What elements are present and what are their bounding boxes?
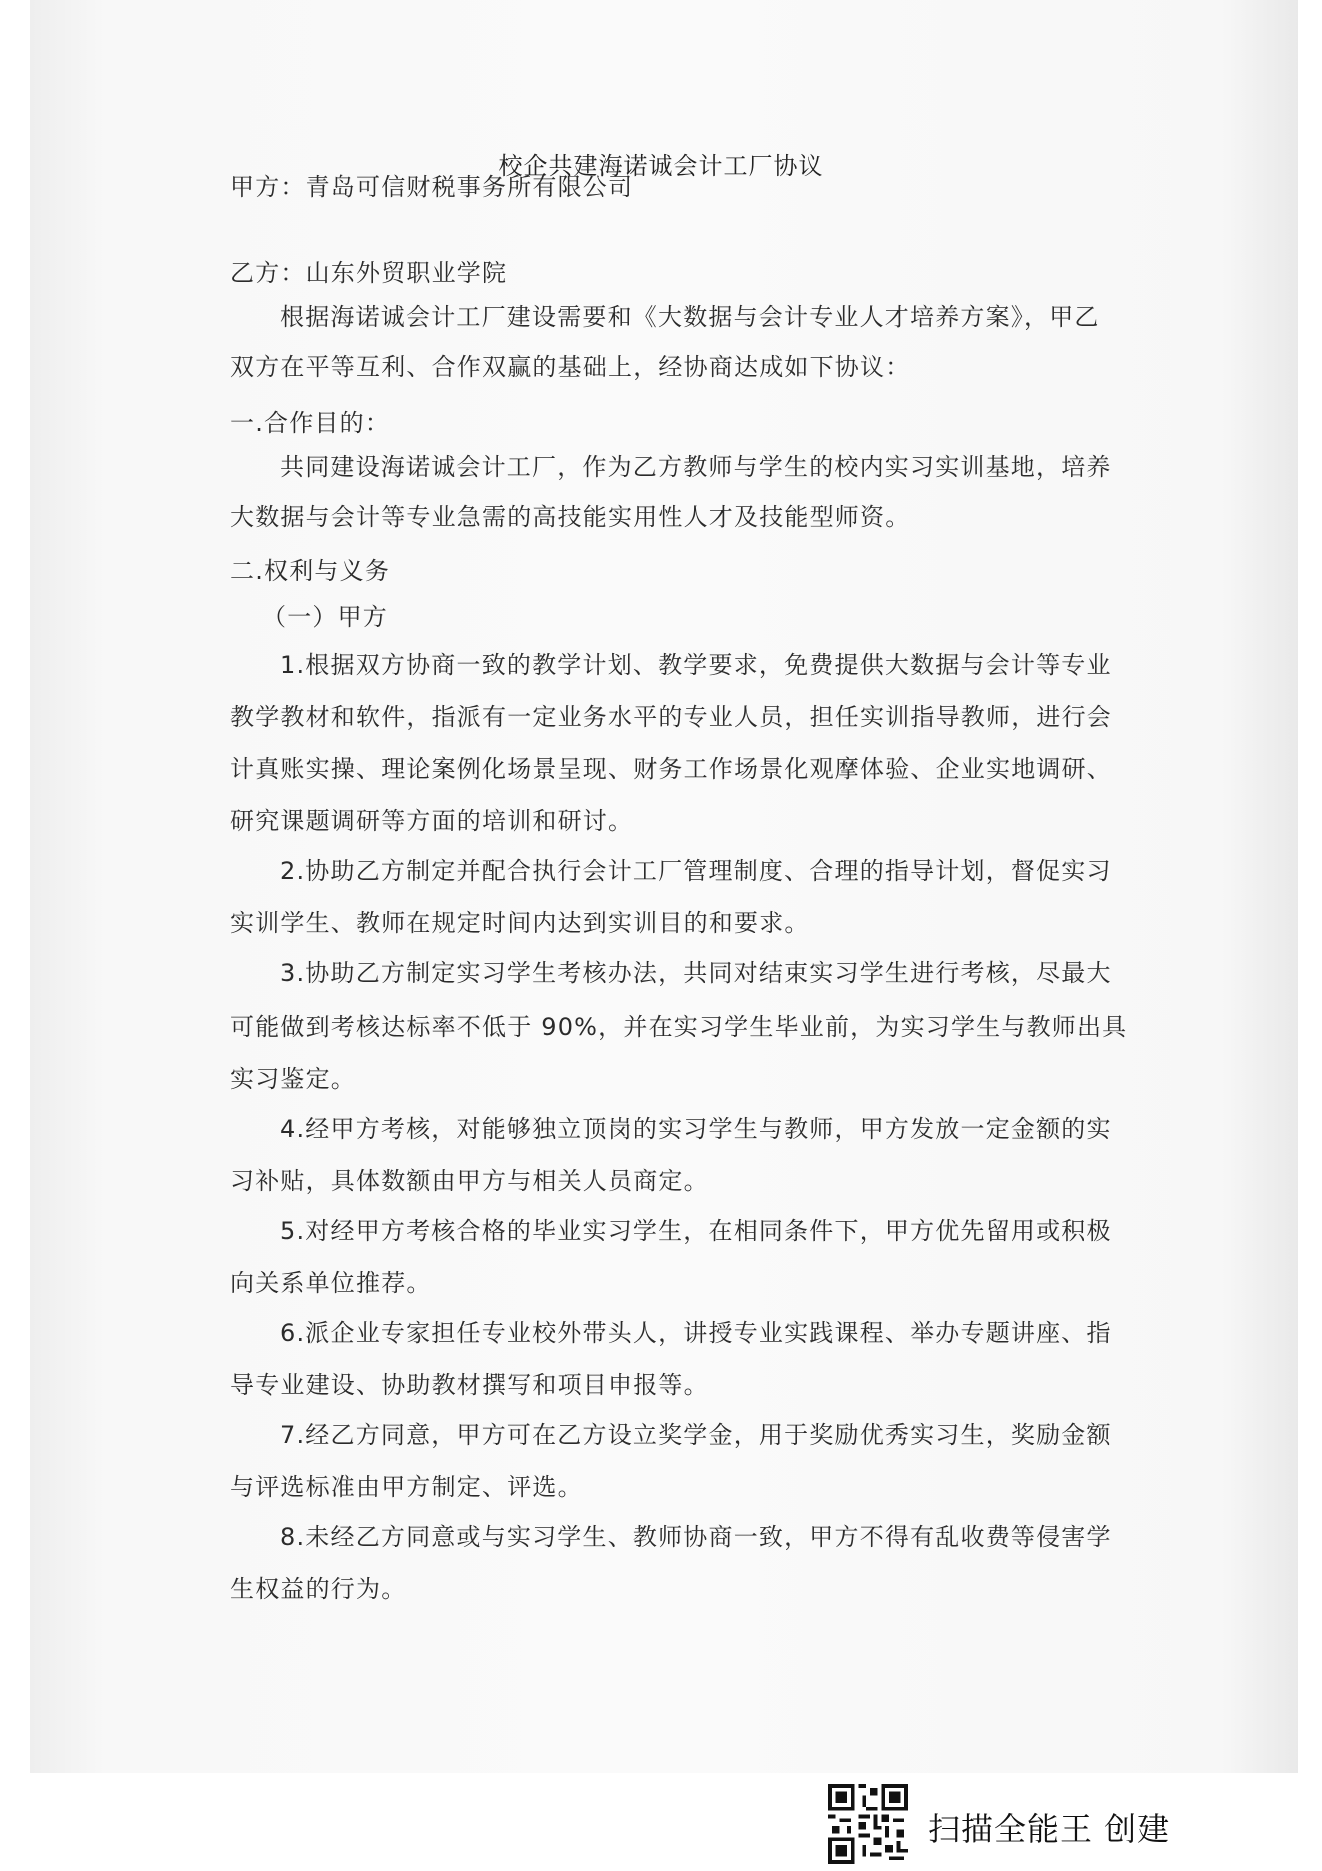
clause-line: 5.对经甲方考核合格的毕业实习学生，在相同条件下，甲方优先留用或积极 bbox=[280, 1217, 1112, 1245]
clause-line: 教学教材和软件，指派有一定业务水平的专业人员，担任实训指导教师，进行会 bbox=[230, 703, 1112, 731]
clause-line: 6.派企业专家担任专业校外带头人，讲授专业实践课程、举办专题讲座、指 bbox=[280, 1319, 1112, 1347]
party-b: 乙方：山东外贸职业学院 bbox=[230, 259, 508, 287]
section-heading: 一.合作目的： bbox=[230, 409, 391, 437]
intro-line: 根据海诺诚会计工厂建设需要和《大数据与会计专业人才培养方案》，甲乙 bbox=[280, 303, 1100, 331]
scanner-watermark bbox=[828, 1782, 1248, 1866]
clause-line: 导专业建设、协助教材撰写和项目申报等。 bbox=[230, 1371, 709, 1399]
clause-line: 研究课题调研等方面的培训和研讨。 bbox=[230, 807, 634, 835]
clause-line: 可能做到考核达标率不低于 90%，并在实习学生毕业前，为实习学生与教师出具 bbox=[230, 1013, 1128, 1041]
clause-line: 4.经甲方考核，对能够独立顶岗的实习学生与教师，甲方发放一定金额的实 bbox=[280, 1115, 1112, 1143]
clause-line: 1.根据双方协商一致的教学计划、教学要求，免费提供大数据与会计等专业 bbox=[280, 651, 1112, 679]
clause-line: 实训学生、教师在规定时间内达到实训目的和要求。 bbox=[230, 909, 810, 937]
paragraph-line: 大数据与会计等专业急需的高技能实用性人才及技能型师资。 bbox=[230, 503, 911, 531]
subsection-heading: （一）甲方 bbox=[262, 603, 388, 631]
scanner-app-credit: 扫描全能王 创建 bbox=[928, 1810, 1171, 1848]
document-title: 校企共建海诺诚会计工厂协议 bbox=[498, 152, 824, 180]
clause-line: 生权益的行为。 bbox=[230, 1575, 407, 1603]
scanned-page bbox=[30, 0, 1298, 1773]
clause-line: 与评选标准由甲方制定、评选。 bbox=[230, 1473, 583, 1501]
clause-line: 2.协助乙方制定并配合执行会计工厂管理制度、合理的指导计划，督促实习 bbox=[280, 857, 1112, 885]
clause-line: 8.未经乙方同意或与实习学生、教师协商一致，甲方不得有乱收费等侵害学 bbox=[280, 1523, 1112, 1551]
clause-line: 实习鉴定。 bbox=[230, 1065, 356, 1093]
clause-line: 计真账实操、理论案例化场景呈现、财务工作场景化观摩体验、企业实地调研、 bbox=[230, 755, 1112, 783]
section-heading: 二.权利与义务 bbox=[230, 557, 391, 585]
intro-line: 双方在平等互利、合作双赢的基础上，经协商达成如下协议： bbox=[230, 353, 911, 381]
clause-line: 3.协助乙方制定实习学生考核办法，共同对结束实习学生进行考核，尽最大 bbox=[280, 959, 1112, 987]
clause-line: 向关系单位推荐。 bbox=[230, 1269, 432, 1297]
paragraph-line: 共同建设海诺诚会计工厂，作为乙方教师与学生的校内实习实训基地，培养 bbox=[280, 453, 1112, 481]
clause-line: 习补贴，具体数额由甲方与相关人员商定。 bbox=[230, 1167, 709, 1195]
qr-code-icon bbox=[828, 1784, 908, 1864]
clause-line: 7.经乙方同意，甲方可在乙方设立奖学金，用于奖励优秀实习生，奖励金额 bbox=[280, 1421, 1112, 1449]
party-a: 甲方：青岛可信财税事务所有限公司 bbox=[230, 173, 634, 201]
